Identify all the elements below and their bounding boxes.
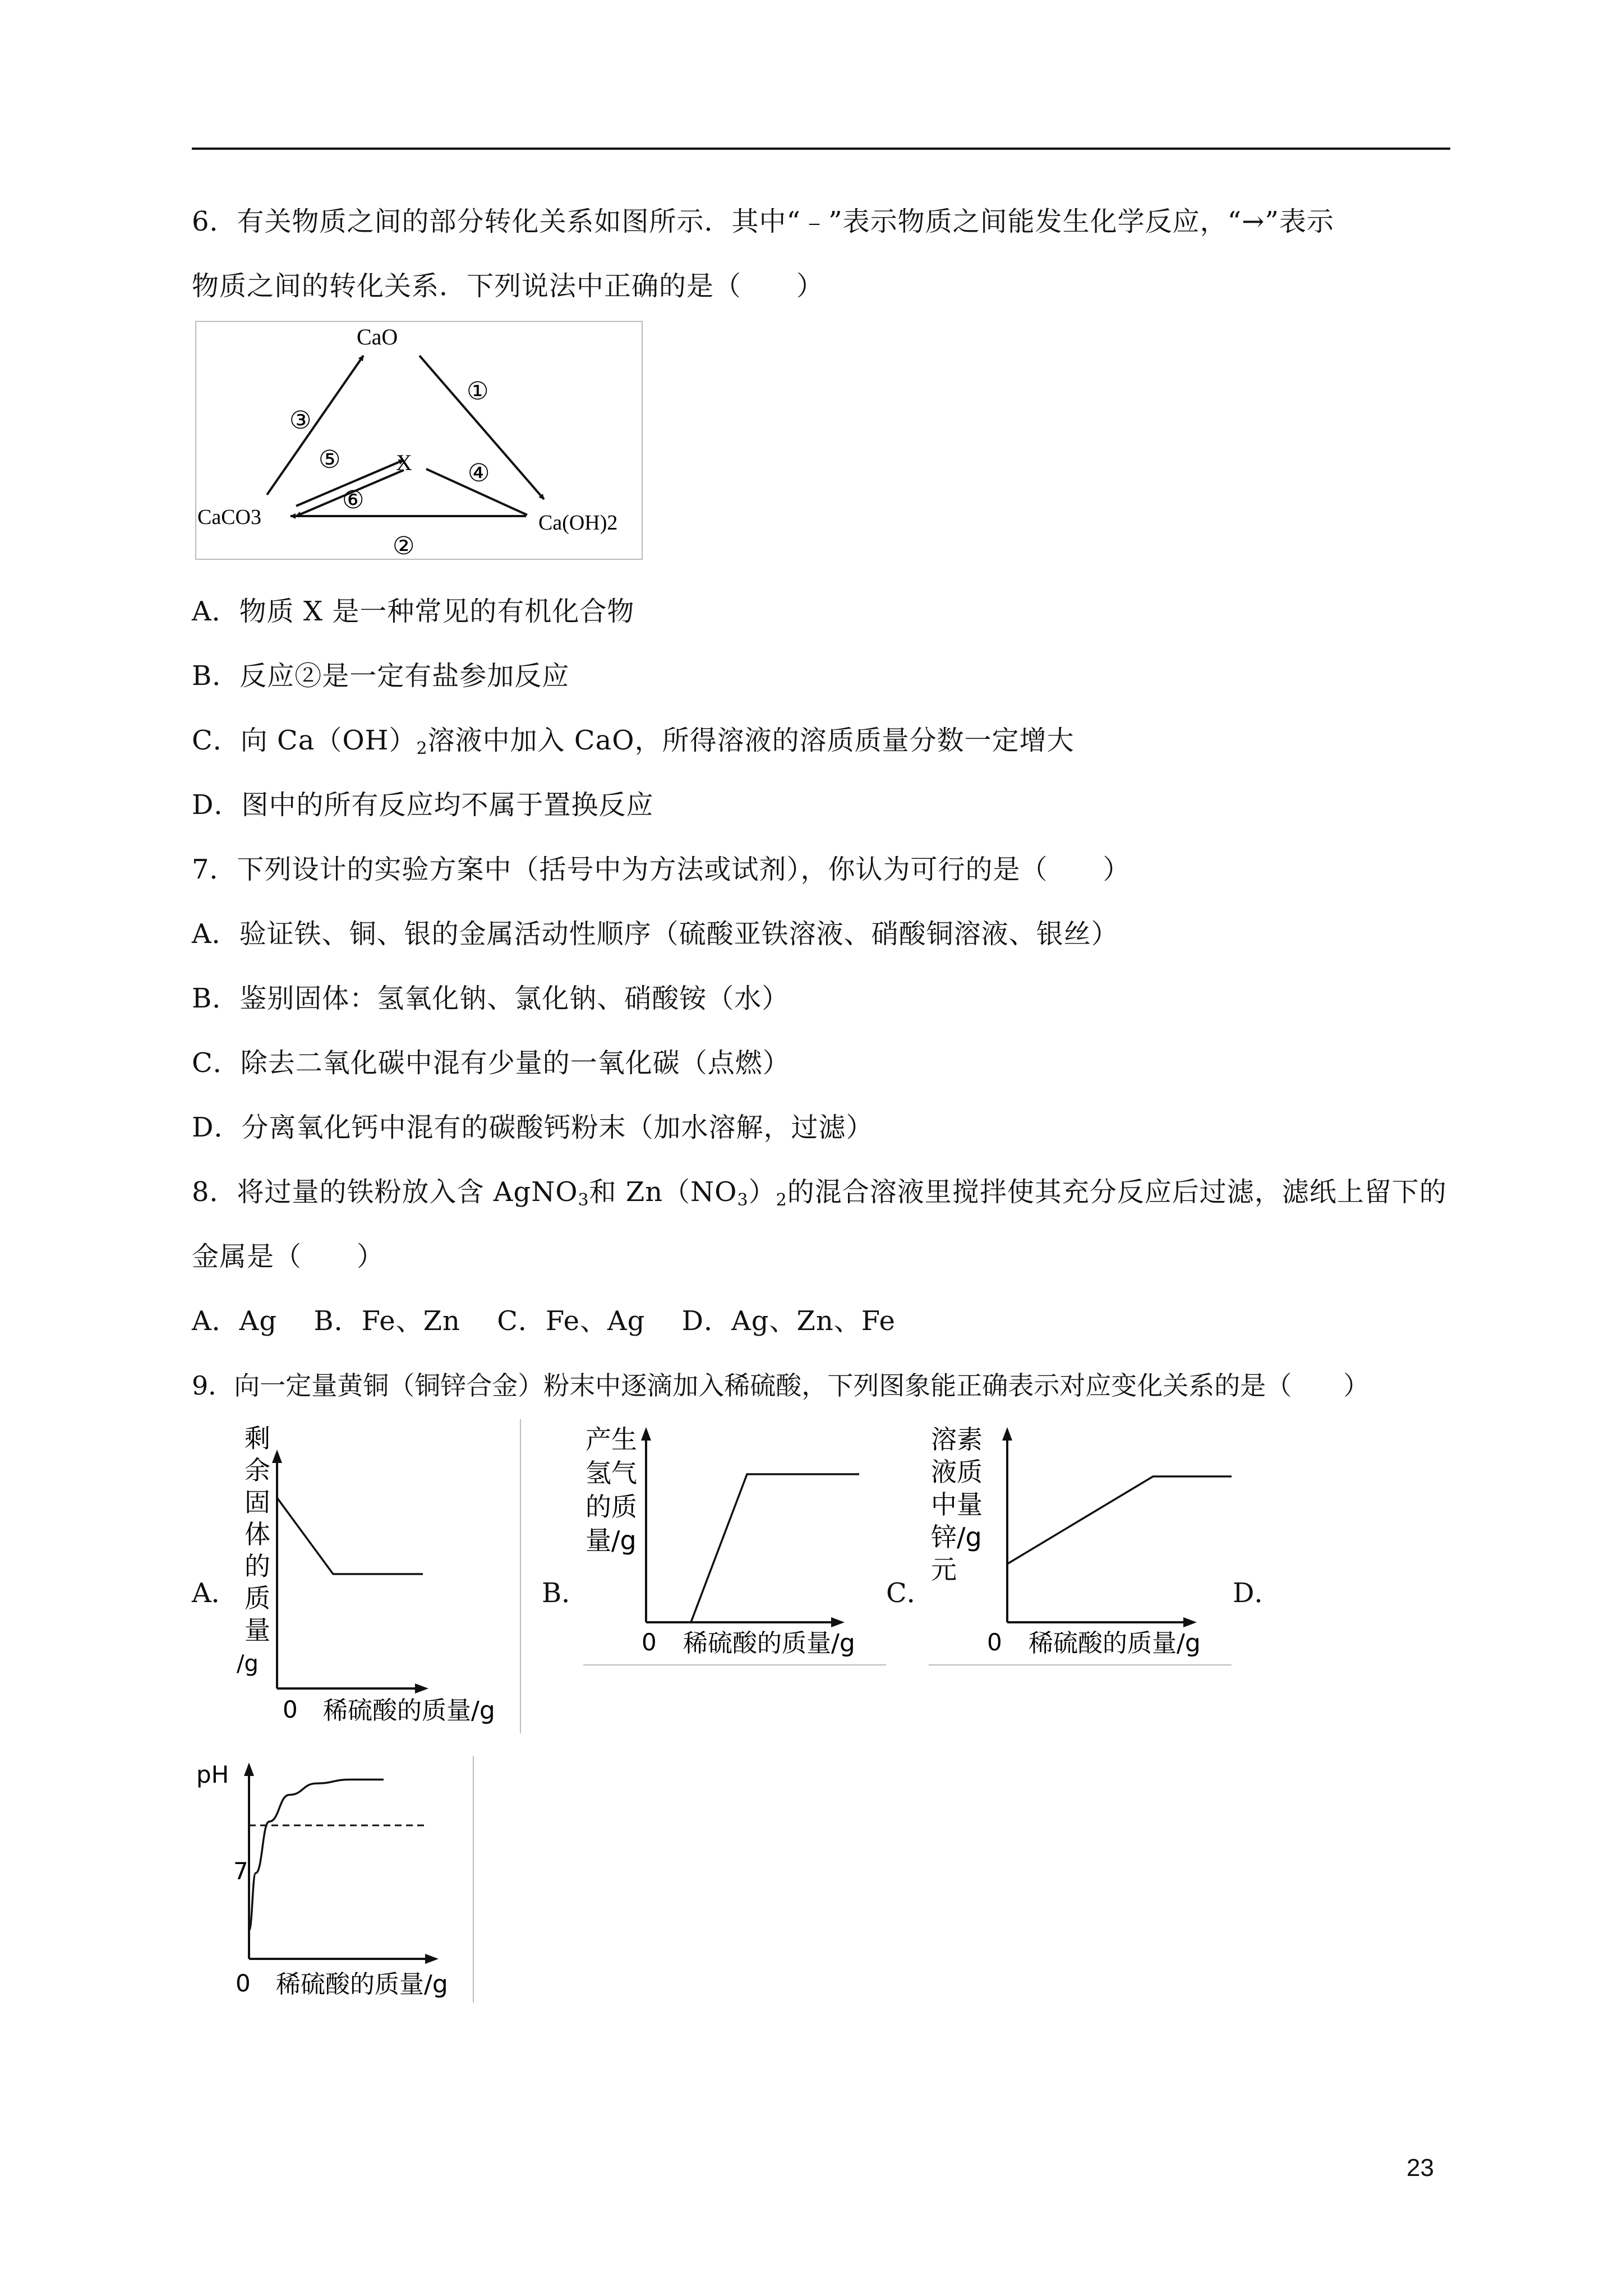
q7-option-b: B．鉴别固体：氢氧化钠、氯化钠、硝酸铵（水）	[192, 983, 790, 1014]
node-cao: CaO	[357, 324, 398, 349]
chart-d-plot	[244, 1763, 439, 1964]
header-rule	[192, 148, 1450, 150]
q9-chart-c	[929, 1419, 1232, 1666]
chart-c-origin: 0	[987, 1628, 1002, 1656]
edge-3-label: ③	[289, 406, 312, 435]
q7-option-a: A．验证铁、铜、银的金属活动性顺序（硫酸亚铁溶液、硝酸铜溶液、银丝）	[192, 918, 1119, 950]
page-number: 23	[1407, 2154, 1434, 2182]
chart-c-plot	[1002, 1427, 1232, 1627]
chart-c-y-arrow	[1002, 1427, 1012, 1441]
q9-label-b: B．	[542, 1577, 589, 1609]
q6-stem-line1: 6．有关物质之间的部分转化关系如图所示．其中“﹣”表示物质之间能发生化学反应，“→”表示	[192, 206, 1334, 237]
chart-c-ylabel: 溶素液质中量锌/g 元	[931, 1424, 983, 1585]
q9-chart-a	[234, 1419, 522, 1733]
q8-stem-line1: 8．将过量的铁粉放入含 AgNO$_3$和 $Zn(NO_3)_2$的混合溶液里搅拌使其充分反应后过滤，滤纸上留下的	[192, 1176, 1447, 1210]
q6-option-b: B．反应②是一定有盐参加反应	[192, 660, 570, 692]
chart-a-y-arrow	[272, 1450, 282, 1463]
q6-option-c: C．向 $Ca(OH)_2$溶液中加入 CaO，所得溶液的溶质质量分数一定增大	[192, 725, 1075, 758]
q6-conversion-diagram	[195, 321, 644, 561]
node-x: X	[396, 450, 412, 475]
q8-options: A．Ag B．Fe、Zn C．Fe、Ag D．Ag、Zn、Fe	[192, 1305, 896, 1337]
chart-d-series-line	[249, 1779, 384, 1930]
chart-a-xlabel: 稀硫酸的质量/g	[323, 1696, 495, 1725]
node-caco3: CaCO3	[197, 505, 261, 529]
node-caoh2: Ca(OH)2	[538, 511, 618, 535]
chart-b-plot	[641, 1427, 859, 1627]
chart-b-y-arrow	[641, 1427, 651, 1441]
q9-chart-d	[194, 1756, 474, 2003]
chart-b-origin: 0	[642, 1628, 657, 1656]
q7-option-d: D．分离氧化钙中混有的碳酸钙粉末（加水溶解，过滤）	[192, 1112, 874, 1143]
q7-stem: 7．下列设计的实验方案中（括号中为方法或试剂），你认为可行的是（ ）	[192, 854, 1131, 885]
edge-3-arrow	[267, 356, 363, 495]
q6-stem-line2: 物质之间的转化关系．下列说法中正确的是（ ）	[192, 270, 824, 302]
q9-label-d: D．	[1233, 1577, 1281, 1609]
chart-b-x-arrow	[831, 1617, 845, 1627]
chart-d-ylabel: pH	[196, 1761, 229, 1788]
chart-c-series-line	[1007, 1476, 1232, 1564]
chart-b-ylabel: 产生氢气的质量/g	[585, 1424, 637, 1556]
chart-d-y-arrow	[244, 1763, 254, 1776]
chart-a-plot	[272, 1450, 428, 1694]
chart-a-series-line	[277, 1498, 423, 1574]
chart-a-ylabel: 剩余固体的质量/g	[237, 1423, 270, 1677]
chart-a-x-arrow	[415, 1683, 428, 1694]
edge-2-label: ②	[393, 532, 415, 560]
chart-b-xlabel: 稀硫酸的质量/g	[683, 1629, 855, 1658]
chart-a-origin: 0	[283, 1696, 298, 1723]
chart-b-series-line	[691, 1474, 859, 1622]
chart-d-xlabel: 稀硫酸的质量/g	[276, 1970, 448, 1999]
edge-5-label: ⑤	[319, 445, 341, 474]
chart-d-origin: 0	[236, 1970, 251, 1997]
chart-c-x-arrow	[1183, 1617, 1197, 1627]
q8-stem-line2: 金属是（ ）	[192, 1241, 385, 1272]
edge-6-label: ⑥	[342, 486, 365, 514]
edge-1-label: ①	[467, 377, 489, 406]
q6-option-d: D．图中的所有反应均不属于置换反应	[192, 789, 654, 821]
q7-option-c: C．除去二氧化碳中混有少量的一氧化碳（点燃）	[192, 1047, 790, 1079]
q9-chart-b	[583, 1419, 886, 1666]
chart-d-x-arrow	[425, 1954, 439, 1964]
chart-c-xlabel: 稀硫酸的质量/g	[1029, 1629, 1201, 1658]
q9-label-c: C．	[886, 1577, 934, 1609]
edge-4-label: ④	[468, 459, 490, 487]
q6-option-a: A．物质 X 是一种常见的有机化合物	[192, 596, 635, 627]
chart-d-ref-label: 7	[233, 1857, 248, 1885]
q9-stem: 9．向一定量黄铜（铜锌合金）粉末中逐滴加入稀硫酸，下列图象能正确表示对应变化关系的是（ ）	[192, 1370, 1370, 1401]
q9-label-a: A．	[192, 1577, 238, 1609]
